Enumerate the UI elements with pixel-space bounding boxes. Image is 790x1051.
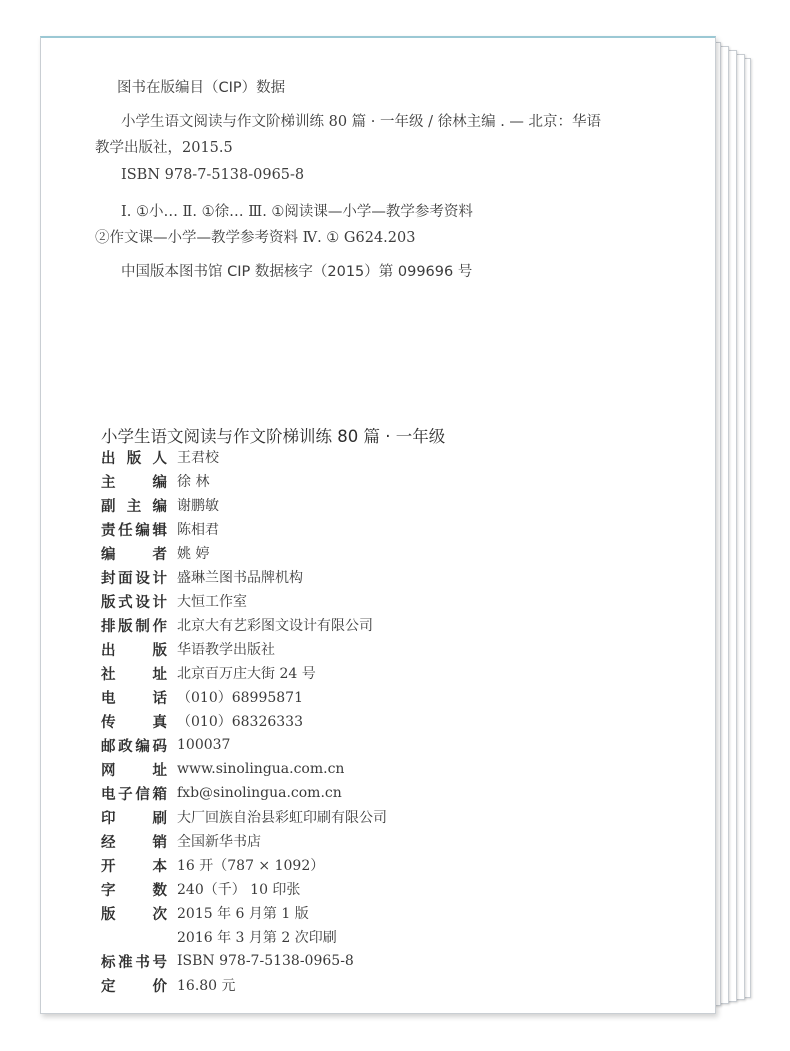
- credit-value: 华语教学出版社: [177, 642, 275, 658]
- credit-row: [101, 829, 261, 853]
- credit-value: 16 开（787 × 1092）: [177, 858, 325, 874]
- credit-value: （010）68326333: [177, 714, 303, 730]
- credit-label: 经销: [101, 834, 167, 851]
- cip-line: 教学出版社，2015.5: [95, 140, 233, 156]
- credit-value: 大恒工作室: [177, 594, 247, 610]
- credit-label: 主编: [101, 474, 167, 491]
- credit-value: 240（千） 10 印张: [177, 882, 301, 898]
- credit-label: 编者: [101, 546, 167, 563]
- credit-label: 定价: [101, 978, 167, 995]
- credit-row: [101, 565, 303, 589]
- credit-value: 2016 年 3 月第 2 次印刷: [177, 930, 337, 946]
- credit-label: 印刷: [101, 810, 167, 827]
- credit-label: 邮政编码: [101, 738, 167, 755]
- credit-value: 姚 婷: [177, 546, 210, 562]
- cip-line: ②作文课—小学—教学参考资料 Ⅳ. ① G624.203: [95, 230, 416, 246]
- credit-row: [101, 661, 316, 685]
- credit-row: [101, 877, 300, 901]
- credit-label: 电子信箱: [101, 786, 167, 803]
- copyright-page: [40, 36, 716, 1014]
- credit-value: 徐 林: [177, 474, 210, 490]
- credit-label: 出版人: [101, 450, 167, 467]
- credit-row: [101, 517, 219, 541]
- credit-value: 全国新华书店: [177, 834, 261, 850]
- credit-label: 责任编辑: [101, 522, 167, 539]
- credit-value: 北京百万庄大街 24 号: [177, 666, 316, 682]
- credit-value: 盛琳兰图书品牌机构: [177, 570, 303, 586]
- credit-value: 北京大有艺彩图文设计有限公司: [177, 618, 373, 634]
- credit-row: [101, 589, 247, 613]
- credit-label: 社址: [101, 666, 167, 683]
- credit-row: [101, 973, 236, 997]
- credit-row: [101, 445, 219, 469]
- credit-label: 开本: [101, 858, 167, 875]
- credit-row: [101, 541, 209, 565]
- credit-label: 标准书号: [101, 954, 167, 971]
- cip-heading: 图书在版编目（CIP）数据: [117, 80, 286, 96]
- credit-row: [101, 733, 230, 757]
- credit-row: [101, 637, 275, 661]
- credit-label: 网址: [101, 762, 167, 779]
- credit-label: 副主编: [101, 498, 167, 515]
- credit-label: 版次: [101, 906, 167, 923]
- credit-label: 传真: [101, 714, 167, 731]
- credit-value: 16.80 元: [177, 978, 236, 994]
- credit-row: [101, 781, 342, 805]
- credit-value: www.sinolingua.com.cn: [177, 761, 345, 777]
- credit-value: 王君校: [177, 450, 219, 466]
- credit-label: 电话: [101, 690, 167, 707]
- cip-line: Ⅰ. ①小… Ⅱ. ①徐… Ⅲ. ①阅读课—小学—教学参考资料: [121, 204, 473, 220]
- credit-label: 封面设计: [101, 570, 167, 587]
- credit-label: 字数: [101, 882, 167, 899]
- credit-row: [101, 925, 337, 949]
- cip-line: ISBN 978-7-5138-0965-8: [121, 167, 305, 183]
- credit-row: [101, 613, 373, 637]
- credit-row: [101, 949, 354, 973]
- credit-row: [101, 709, 303, 733]
- credit-value: 大厂回族自治县彩虹印刷有限公司: [177, 810, 387, 826]
- credit-label: 出版: [101, 642, 167, 659]
- credit-row: [101, 853, 324, 877]
- cip-line: 小学生语文阅读与作文阶梯训练 80 篇 · 一年级 / 徐林主编 . — 北京：华语: [121, 114, 602, 130]
- credit-value: 2015 年 6 月第 1 版: [177, 906, 309, 922]
- credit-row: [101, 901, 309, 925]
- credit-value: ISBN 978-7-5138-0965-8: [177, 953, 354, 969]
- credit-value: fxb@sinolingua.com.cn: [177, 785, 342, 801]
- credit-label: 版式设计: [101, 594, 167, 611]
- book-title: 小学生语文阅读与作文阶梯训练 80 篇 · 一年级: [101, 427, 446, 446]
- credit-value: （010）68995871: [177, 690, 303, 706]
- credit-value: 100037: [177, 737, 231, 753]
- credit-value: 陈相君: [177, 522, 219, 538]
- credit-row: [101, 757, 344, 781]
- credit-label: 排版制作: [101, 618, 167, 635]
- credit-value: 谢鹏敏: [177, 498, 219, 514]
- credit-row: [101, 685, 303, 709]
- credit-row: [101, 493, 219, 517]
- cip-line: 中国版本图书馆 CIP 数据核字（2015）第 099696 号: [121, 264, 473, 280]
- credit-row: [101, 805, 387, 829]
- credit-row: [101, 469, 209, 493]
